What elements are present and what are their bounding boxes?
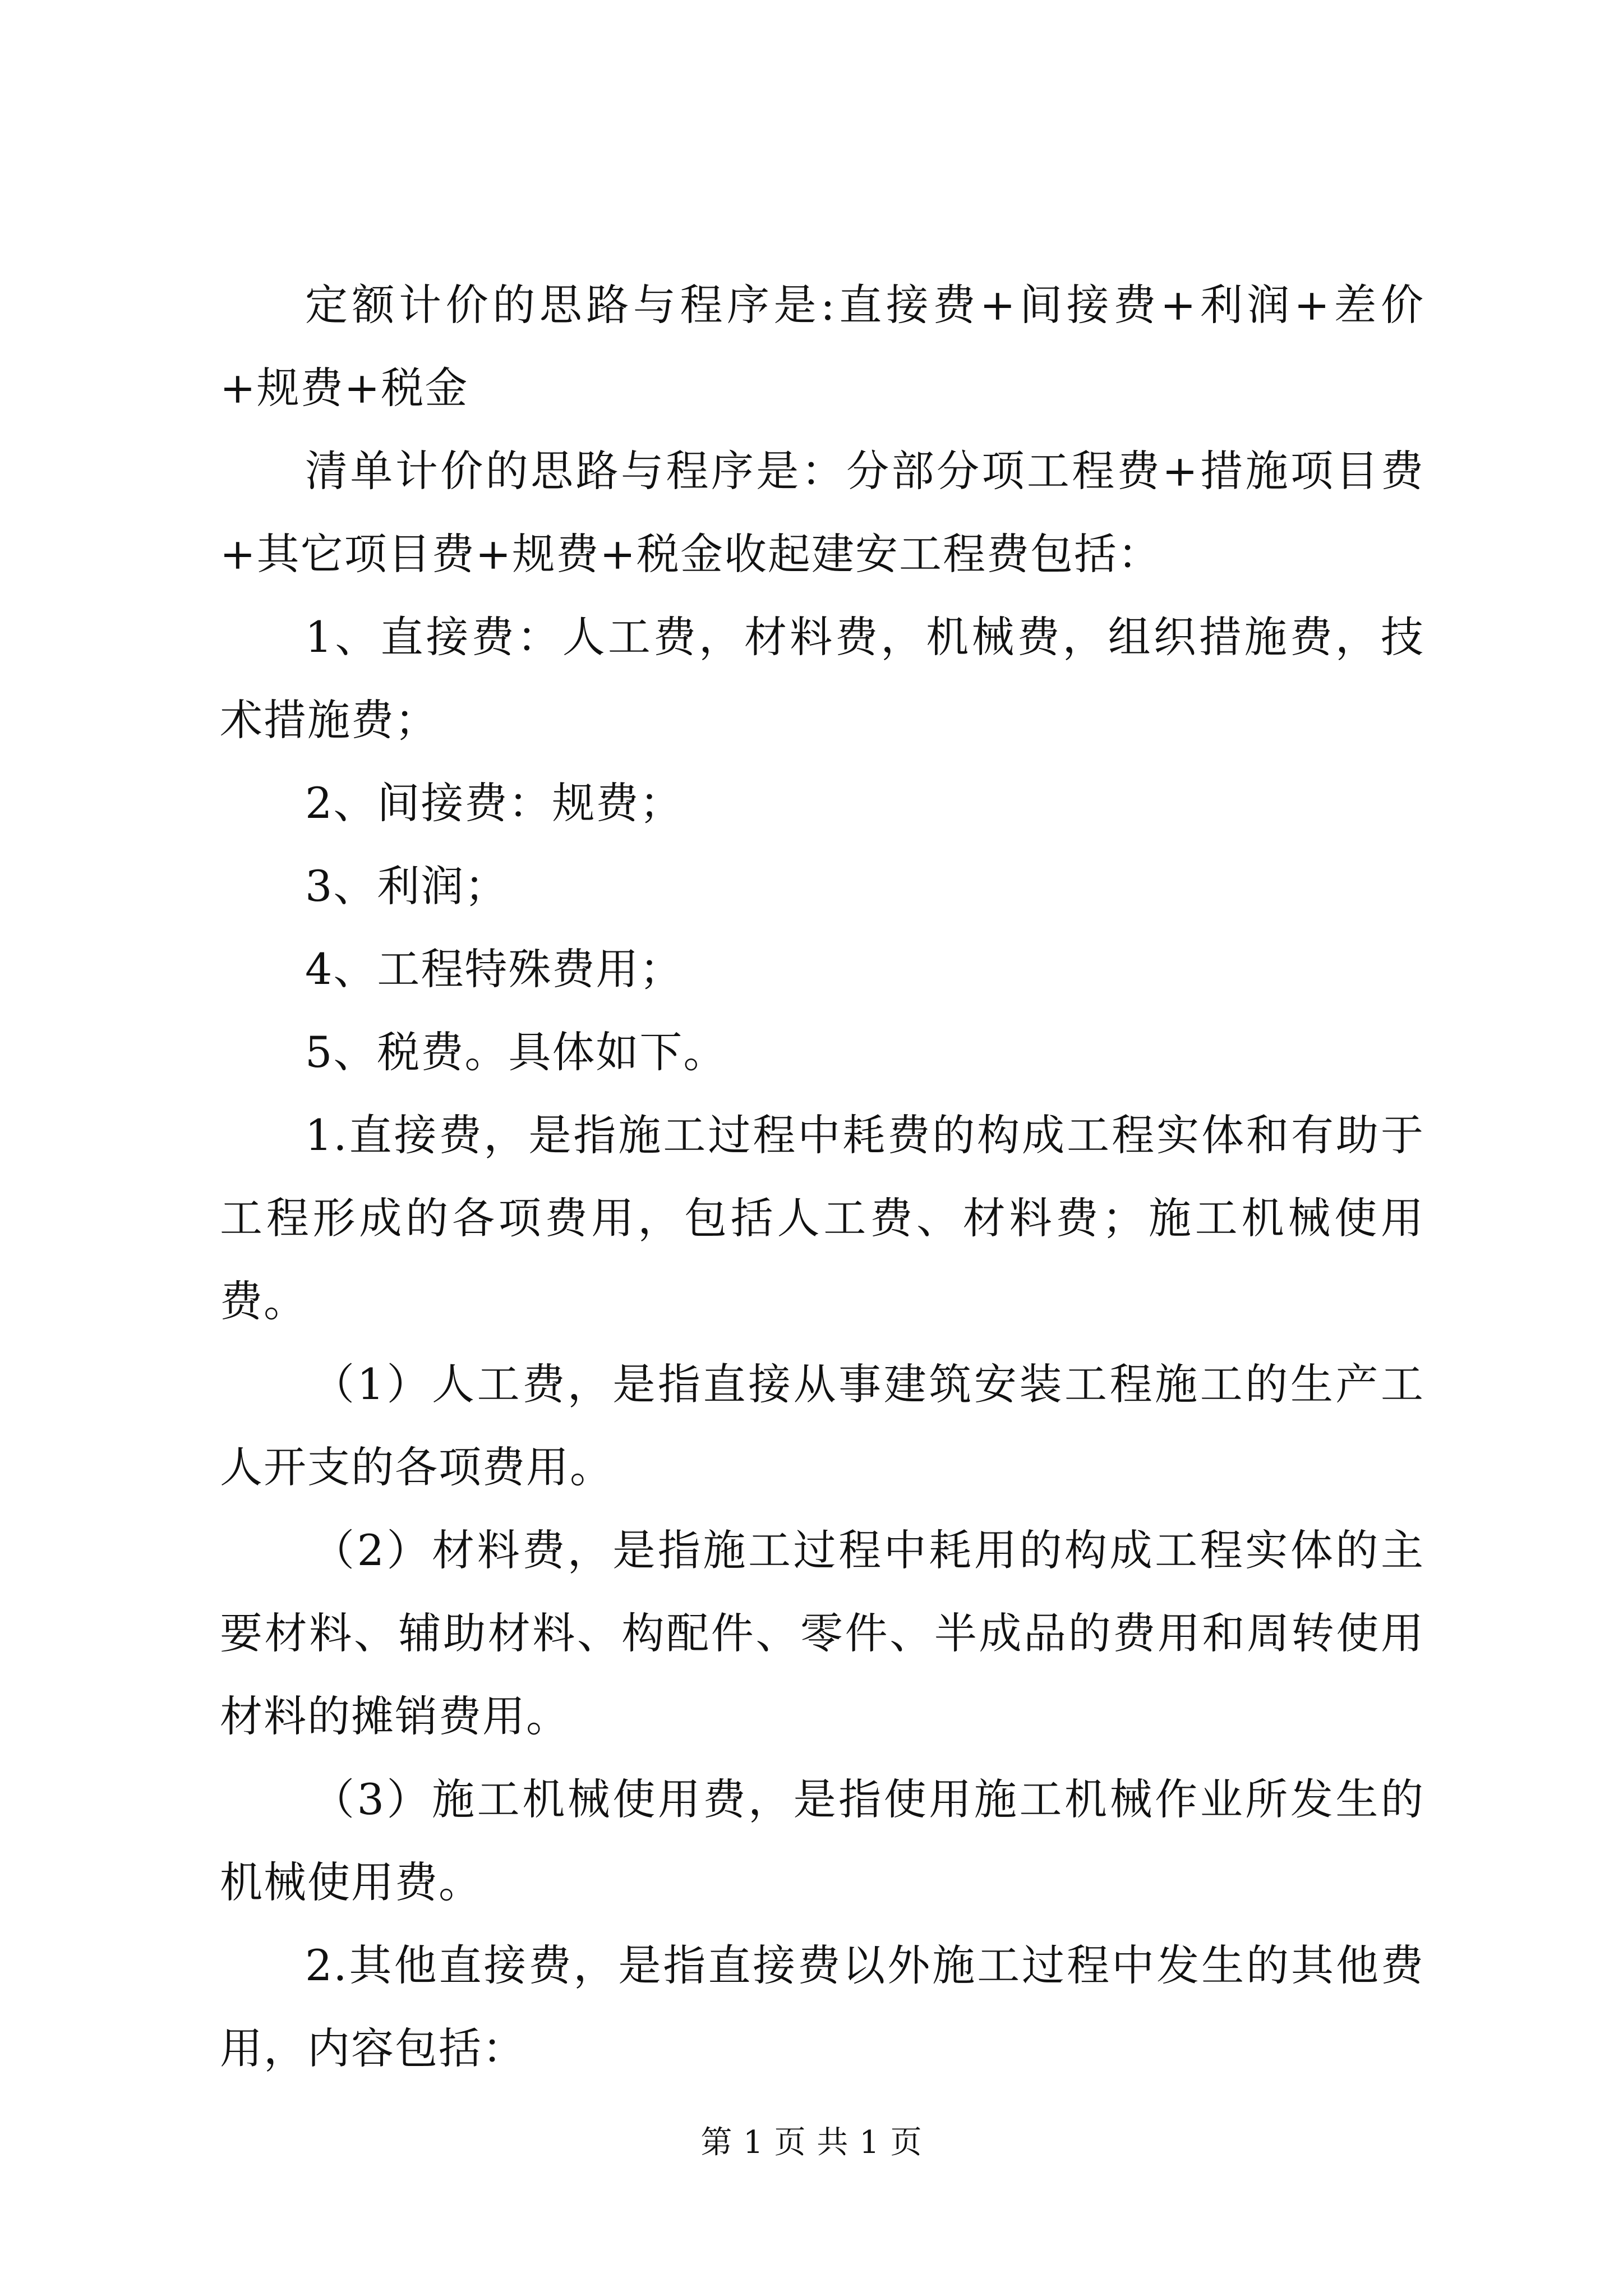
paragraph-labor-cost: （1）人工费，是指直接从事建筑安装工程施工的生产工人开支的各项费用。 [220, 1359, 1424, 1492]
list-item-profit: 3、利润； [305, 861, 509, 911]
list-item-direct-cost: 1、直接费：人工费，材料费，机械费，组织措施费，技术措施费； [220, 612, 1424, 745]
page-footer: 第 1 页 共 1 页 [700, 2124, 923, 2161]
paragraph-other-direct-cost: 2.其他直接费，是指直接费以外施工过程中发生的其他费用，内容包括： [220, 1940, 1424, 2073]
paragraph-direct-cost-definition: 1.直接费，是指施工过程中耗费的构成工程实体和有助于工程形成的各项费用，包括人工费、材料费；施工机械使用费。 [220, 1110, 1424, 1326]
paragraph-bill-pricing: 清单计价的思路与程序是：分部分项工程费+措施项目费+其它项目费+规费+税金收起建安工程费包括： [220, 446, 1424, 579]
document-body [220, 264, 1424, 2090]
paragraph-material-cost: （2）材料费，是指施工过程中耗用的构成工程实体的主要材料、辅助材料、构配件、零件、半成品的费用和周转使用材料的摊销费用。 [220, 1525, 1424, 1741]
list-item-special-cost: 4、工程特殊费用； [305, 944, 684, 994]
list-item-indirect-cost: 2、间接费：规费； [305, 778, 684, 828]
paragraph-quota-pricing: 定额计价的思路与程序是:直接费+间接费+利润+差价+规费+税金 [220, 280, 1424, 413]
paragraph-machinery-cost: （3）施工机械使用费，是指使用施工机械作业所发生的机械使用费。 [220, 1774, 1424, 1907]
list-item-tax: 5、税费。具体如下。 [305, 1027, 727, 1077]
